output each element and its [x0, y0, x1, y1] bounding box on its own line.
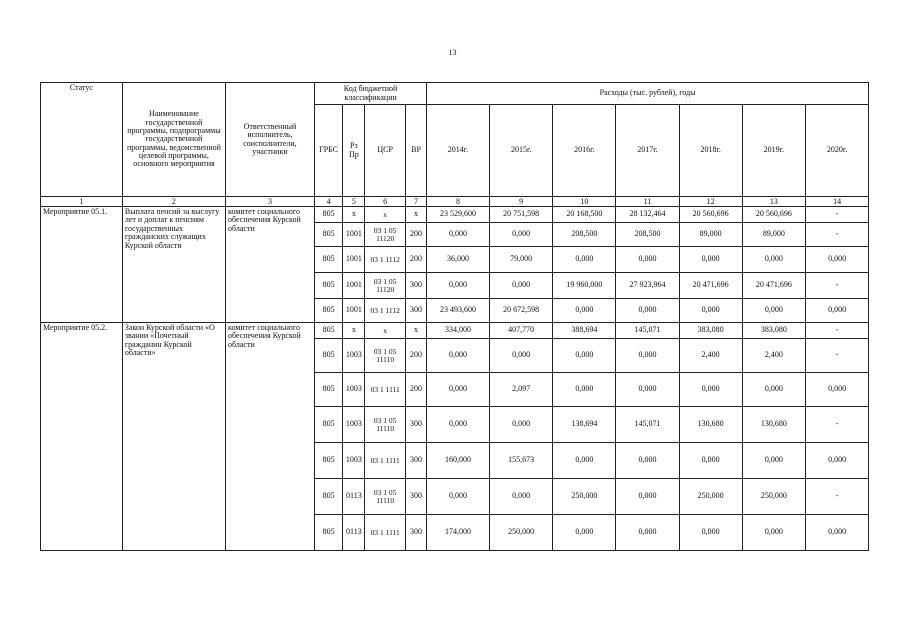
value-cell: 2,400 [679, 339, 742, 373]
value-cell: 19 960,000 [553, 273, 616, 299]
executor-cell: комитет социального обеспечения Курской области [225, 323, 314, 551]
header-grbs: ГРБС [314, 105, 342, 197]
vr-cell: 300 [405, 515, 426, 551]
value-cell: 250,000 [553, 479, 616, 515]
rzpr-cell: 1001 [343, 273, 365, 299]
vr-cell: 300 [405, 443, 426, 479]
value-cell: 23 493,600 [427, 299, 490, 323]
grbs-cell: 805 [314, 373, 342, 407]
value-cell: 0,000 [742, 515, 806, 551]
value-cell: 0,000 [679, 247, 742, 273]
value-cell: 0,000 [742, 299, 806, 323]
column-number: 4 [314, 197, 342, 207]
value-cell: 0,000 [553, 247, 616, 273]
value-cell: 334,000 [427, 323, 490, 339]
value-cell: 0,000 [616, 479, 680, 515]
value-cell: - [806, 223, 869, 247]
column-number: 14 [806, 197, 869, 207]
value-cell: 0,000 [489, 479, 553, 515]
vr-cell: 200 [405, 339, 426, 373]
header-executor: Ответственный исполнитель, соисполнители, участники [225, 83, 314, 197]
header-year: 2015г. [489, 105, 553, 197]
csr-cell: 03 1 05 11110 [365, 407, 405, 443]
value-cell: - [806, 323, 869, 339]
value-cell: 0,000 [806, 515, 869, 551]
value-cell: 20 471,696 [679, 273, 742, 299]
value-cell: 0,000 [742, 373, 806, 407]
value-cell: 79,000 [489, 247, 553, 273]
value-cell: 208,500 [553, 223, 616, 247]
column-number: 7 [405, 197, 426, 207]
grbs-cell: 805 [314, 443, 342, 479]
value-cell: 130,680 [679, 407, 742, 443]
value-cell: 0,000 [553, 299, 616, 323]
column-number: 6 [365, 197, 405, 207]
vr-cell: х [405, 207, 426, 223]
column-number: 12 [679, 197, 742, 207]
value-cell: 0,000 [616, 299, 680, 323]
column-number: 11 [616, 197, 680, 207]
rzpr-cell: 1001 [343, 247, 365, 273]
value-cell: 383,080 [679, 323, 742, 339]
value-cell: 155,673 [489, 443, 553, 479]
value-cell: 0,000 [616, 339, 680, 373]
value-cell: 250,000 [679, 479, 742, 515]
vr-cell: 300 [405, 407, 426, 443]
table-row [41, 323, 869, 339]
grbs-cell: 805 [314, 273, 342, 299]
header-year: 2014г. [427, 105, 490, 197]
value-cell: - [806, 407, 869, 443]
executor-cell: комитет социального обеспечения Курской области [225, 207, 314, 323]
value-cell: 0,000 [427, 407, 490, 443]
vr-cell: 300 [405, 299, 426, 323]
rzpr-cell: 1003 [343, 339, 365, 373]
rzpr-cell: 0113 [343, 515, 365, 551]
value-cell: 2,097 [489, 373, 553, 407]
header-year: 2016г. [553, 105, 616, 197]
rzpr-cell: х [343, 323, 365, 339]
value-cell: 20 168,500 [553, 207, 616, 223]
column-number: 10 [553, 197, 616, 207]
grbs-cell: 805 [314, 247, 342, 273]
value-cell: 0,000 [806, 247, 869, 273]
csr-cell: 03 1 05 11110 [365, 339, 405, 373]
value-cell: 250,000 [742, 479, 806, 515]
grbs-cell: 805 [314, 407, 342, 443]
grbs-cell: 805 [314, 479, 342, 515]
value-cell: 145,071 [616, 323, 680, 339]
value-cell: 0,000 [489, 273, 553, 299]
value-cell: 160,000 [427, 443, 490, 479]
table-row [41, 207, 869, 223]
column-number: 3 [225, 197, 314, 207]
csr-cell: 03 1 1111 [365, 443, 405, 479]
column-number: 9 [489, 197, 553, 207]
value-cell: 89,000 [742, 223, 806, 247]
csr-cell: 03 1 05 11120 [365, 273, 405, 299]
value-cell: 0,000 [427, 479, 490, 515]
header-budget-code: Код бюджетной классификации [314, 83, 426, 105]
value-cell: 0,000 [489, 339, 553, 373]
vr-cell: 200 [405, 223, 426, 247]
grbs-cell: 805 [314, 299, 342, 323]
value-cell: 0,000 [742, 443, 806, 479]
value-cell: 0,000 [553, 373, 616, 407]
rzpr-cell: 1001 [343, 223, 365, 247]
value-cell: 138,694 [553, 407, 616, 443]
rzpr-cell: 0113 [343, 479, 365, 515]
rzpr-cell: 1001 [343, 299, 365, 323]
value-cell: 0,000 [679, 373, 742, 407]
csr-cell: 03 1 1111 [365, 515, 405, 551]
value-cell: 0,000 [553, 339, 616, 373]
column-number-row [41, 197, 869, 207]
table-body [41, 207, 869, 551]
value-cell: 0,000 [427, 273, 490, 299]
name-cell: Закон Курской области «О звании «Почетный гражданин Курской области» [122, 323, 225, 551]
value-cell: 20 560,696 [679, 207, 742, 223]
value-cell: 0,000 [806, 299, 869, 323]
value-cell: 388,694 [553, 323, 616, 339]
value-cell: 20 471,696 [742, 273, 806, 299]
column-number: 5 [343, 197, 365, 207]
header-name: Наименование государственной программы, подпрограммы государственной программы, ведомственной целевой программы, основного мероприятия [122, 83, 225, 197]
csr-cell: 03 1 1111 [365, 373, 405, 407]
value-cell: 174,000 [427, 515, 490, 551]
header-vr: ВР [405, 105, 426, 197]
value-cell: 0,000 [742, 247, 806, 273]
header-status: Статус [41, 83, 123, 197]
value-cell: 0,000 [427, 223, 490, 247]
value-cell: - [806, 273, 869, 299]
value-cell: 0,000 [553, 515, 616, 551]
value-cell: - [806, 207, 869, 223]
status-cell: Мероприятие 05.2. [41, 323, 123, 551]
value-cell: 0,000 [616, 373, 680, 407]
value-cell: 250,000 [489, 515, 553, 551]
value-cell: 23 529,600 [427, 207, 490, 223]
value-cell: 383,080 [742, 323, 806, 339]
value-cell: 20 751,598 [489, 207, 553, 223]
budget-table [40, 82, 869, 551]
grbs-cell: 805 [314, 207, 342, 223]
header-csr: ЦСР [365, 105, 405, 197]
value-cell: 0,000 [806, 443, 869, 479]
status-cell: Мероприятие 05.1. [41, 207, 123, 323]
rzpr-cell: 1003 [343, 407, 365, 443]
header-year: 2019г. [742, 105, 806, 197]
value-cell: 130,680 [742, 407, 806, 443]
csr-cell: 03 1 1112 [365, 299, 405, 323]
grbs-cell: 805 [314, 323, 342, 339]
csr-cell: 03 1 1112 [365, 247, 405, 273]
vr-cell: х [405, 323, 426, 339]
value-cell: 0,000 [679, 443, 742, 479]
value-cell: 27 923,964 [616, 273, 680, 299]
header-rzpr: Рз Пр [343, 105, 365, 197]
csr-cell: 03 1 05 11110 [365, 479, 405, 515]
value-cell: 2,400 [742, 339, 806, 373]
value-cell: 0,000 [679, 299, 742, 323]
value-cell: 0,000 [679, 515, 742, 551]
header-year: 2020г. [806, 105, 869, 197]
value-cell: - [806, 479, 869, 515]
value-cell: - [806, 339, 869, 373]
value-cell: 0,000 [427, 339, 490, 373]
name-cell: Выплата пенсий за выслугу лет и доплат к пенсиям государственных гражданских служащих Курской области [122, 207, 225, 323]
column-number: 8 [427, 197, 490, 207]
value-cell: 0,000 [489, 407, 553, 443]
vr-cell: 200 [405, 247, 426, 273]
value-cell: 36,000 [427, 247, 490, 273]
value-cell: 407,770 [489, 323, 553, 339]
page-number: 13 [448, 48, 457, 57]
header-year: 2018г. [679, 105, 742, 197]
value-cell: 20 672,598 [489, 299, 553, 323]
value-cell: 208,500 [616, 223, 680, 247]
value-cell: 0,000 [616, 443, 680, 479]
grbs-cell: 805 [314, 223, 342, 247]
value-cell: 20 560,696 [742, 207, 806, 223]
value-cell: 0,000 [616, 515, 680, 551]
header-expenses: Расходы (тыс. рублей), годы [427, 83, 869, 105]
vr-cell: 300 [405, 479, 426, 515]
column-number: 1 [41, 197, 123, 207]
header-year: 2017г. [616, 105, 680, 197]
rzpr-cell: х [343, 207, 365, 223]
rzpr-cell: 1003 [343, 373, 365, 407]
value-cell: 0,000 [806, 373, 869, 407]
csr-cell: х [365, 323, 405, 339]
value-cell: 28 132,464 [616, 207, 680, 223]
grbs-cell: 805 [314, 515, 342, 551]
grbs-cell: 805 [314, 339, 342, 373]
value-cell: 0,000 [553, 443, 616, 479]
vr-cell: 300 [405, 273, 426, 299]
csr-cell: 03 1 05 11120 [365, 223, 405, 247]
column-number: 13 [742, 197, 806, 207]
rzpr-cell: 1003 [343, 443, 365, 479]
value-cell: 145,071 [616, 407, 680, 443]
column-number: 2 [122, 197, 225, 207]
value-cell: 0,000 [489, 223, 553, 247]
value-cell: 89,000 [679, 223, 742, 247]
value-cell: 0,000 [616, 247, 680, 273]
value-cell: 0,000 [427, 373, 490, 407]
csr-cell: х [365, 207, 405, 223]
vr-cell: 200 [405, 373, 426, 407]
